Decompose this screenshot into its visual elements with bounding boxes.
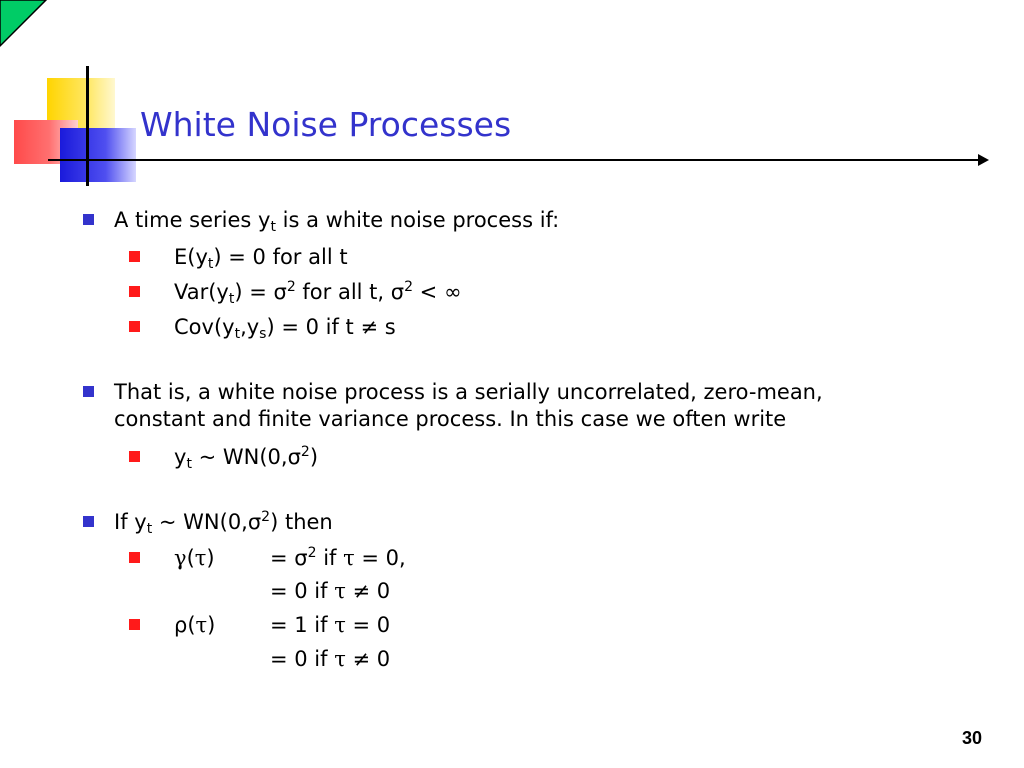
slide-title: White Noise Processes	[140, 105, 512, 144]
bullet-time-series-definition: A time series $y_t$ is a white noise process if:	[114, 208, 560, 235]
sub-bullet-square-icon	[129, 552, 140, 563]
sub-bullet-square-icon	[129, 286, 140, 297]
bullet-if-wn-then: If $y_t$ ~ $WN(0,\sigma^2)$ then	[114, 509, 333, 537]
bullet-white-noise-explanation-line2: constant and finite variance process. In this case we often write	[114, 407, 787, 431]
title-underline-rule	[48, 159, 980, 161]
sub-bullet-covariance: $Cov(y_t,y_s) = 0$ if t ≠ s	[174, 315, 396, 342]
bullet-square-icon	[83, 386, 94, 397]
sub-bullet-autocorrelation-label: ρ(τ)	[174, 613, 216, 637]
bullet-square-icon	[83, 516, 94, 527]
bullet-square-icon	[83, 214, 94, 225]
sub-bullet-autocorrelation-continuation: = 0 if τ ≠ 0	[270, 647, 391, 671]
sub-bullet-square-icon	[129, 321, 140, 332]
sub-bullet-autocorrelation-value: = 1 if τ = 0	[270, 613, 391, 637]
arrow-head-icon	[978, 154, 989, 166]
sub-bullet-square-icon	[129, 451, 140, 462]
blue-square-decoration	[60, 128, 136, 182]
sub-bullet-autocovariance-value: = $\sigma^2$ if τ = 0,	[270, 545, 406, 570]
sub-bullet-square-icon	[129, 251, 140, 262]
bullet-white-noise-explanation-line1: That is, a white noise process is a serially uncorrelated, zero-mean,	[114, 380, 823, 404]
corner-triangle-decoration	[0, 0, 48, 48]
sub-bullet-mean: $E(y_t) = 0$ for all t	[174, 245, 348, 272]
sub-bullet-variance: $Var(y_t) = \sigma^2$ for all t, $\sigma^2$ < ∞	[174, 279, 462, 307]
page-number: 30	[962, 728, 983, 748]
sub-bullet-autocovariance-continuation: = 0 if τ ≠ 0	[270, 579, 391, 603]
sub-bullet-wn-notation: $y_t$ ~ $WN(0,\sigma^2)$	[174, 444, 319, 472]
sub-bullet-square-icon	[129, 619, 140, 630]
sub-bullet-autocovariance-label: γ(τ)	[174, 546, 215, 570]
vertical-rule	[86, 66, 89, 186]
